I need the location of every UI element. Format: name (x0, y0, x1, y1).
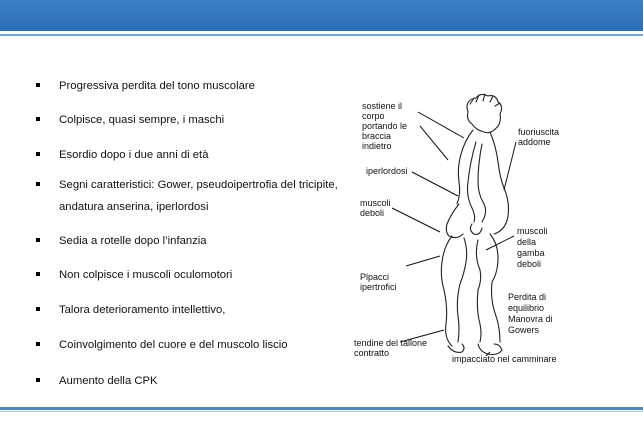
label-line: corpo (362, 111, 385, 121)
duchenne-figure (340, 90, 580, 375)
buttock-outline (446, 204, 463, 238)
label-line: contratto (354, 348, 390, 358)
bullet-text: Non colpisce i muscoli oculomotori (59, 269, 233, 281)
bullet-marker (36, 307, 40, 311)
footer-divider (0, 407, 643, 410)
label-line: deboli (517, 259, 542, 269)
label-line: equilibrio (508, 303, 545, 313)
bullet-text: Talora deterioramento intellettivo, (59, 304, 226, 316)
label-line: portando le (362, 121, 408, 131)
footer-divider-thin (0, 411, 643, 412)
label-line: indietro (362, 141, 392, 151)
label-muscoli-deboli (360, 198, 391, 218)
bullet-text: Progressiva perdita del tono muscolare (59, 80, 255, 92)
label-line: muscoli (517, 226, 548, 236)
bullet-text: Esordio dopo i due anni di età (59, 149, 209, 161)
left-leg-outline (441, 236, 452, 346)
bullet-text: Coinvolgimento del cuore e del muscolo liscio (59, 339, 288, 351)
label-line: Manovra di (508, 314, 553, 324)
hair-strokes (470, 94, 500, 106)
label-line: Plpacci (360, 272, 390, 282)
header-bar (0, 0, 643, 31)
label-line: Gowers (508, 325, 540, 335)
label-line: iperlordosi (366, 166, 408, 176)
bullet-text: Segni caratteristici: Gower, pseudoipertrofia del tricipite, andatura anserina, iperlordosi (59, 179, 338, 213)
label-iperlordosi (366, 166, 408, 176)
hand-outline (470, 224, 482, 234)
bullet-marker (36, 117, 40, 121)
child-body-illustration (441, 94, 508, 355)
left-leg-inner (457, 238, 466, 342)
label-impacciato (452, 354, 557, 364)
label-line: muscoli (360, 198, 391, 208)
bullet-marker (36, 182, 40, 186)
bullet-text: Sedia a rotelle dopo l’infanzia (59, 235, 207, 247)
bullet-text: Colpisce, quasi sempre, i maschi (59, 114, 225, 126)
bullet-marker (36, 342, 40, 346)
bullet-text: Aumento della CPK (59, 375, 158, 387)
label-line: tendine del tallone (354, 338, 428, 348)
label-line: ipertrofici (360, 282, 397, 292)
label-line: deboli (360, 208, 385, 218)
label-fuoriuscita (518, 127, 559, 147)
right-leg-outline (490, 234, 500, 342)
label-line: braccia (362, 131, 392, 141)
arrow-muscoli-deboli (392, 208, 440, 232)
label-line: fuoriuscita (518, 127, 560, 137)
label-polpacci (360, 272, 397, 292)
bullet-marker (36, 378, 40, 382)
bullet-marker (36, 238, 40, 242)
right-foot (478, 344, 502, 355)
header-divider (0, 34, 643, 36)
arrow-polpacci (406, 256, 440, 266)
arrow-iperlordosi (412, 172, 458, 196)
right-leg-inner (476, 240, 481, 342)
label-line: sostiene il (362, 101, 403, 111)
arrow-muscoli-gamba (486, 236, 514, 250)
label-line: della (517, 237, 537, 247)
label-muscoli-gamba (517, 226, 548, 269)
label-line: Perdita di (508, 292, 547, 302)
label-line: addome (518, 137, 551, 147)
bullet-marker (36, 152, 40, 156)
label-perdita (508, 292, 553, 335)
left-foot (448, 344, 464, 352)
bullet-marker (36, 272, 40, 276)
bullet-marker (36, 83, 40, 87)
label-line: impacciato nel camminare (452, 354, 557, 364)
arrow-sostiene-2 (420, 126, 448, 160)
label-tendine (354, 338, 427, 358)
arm-outline (468, 142, 486, 222)
label-line: gamba (517, 248, 545, 258)
arrow-fuoriuscita (504, 142, 516, 190)
arrow-sostiene-1 (418, 112, 464, 138)
label-sostiene (362, 101, 407, 151)
